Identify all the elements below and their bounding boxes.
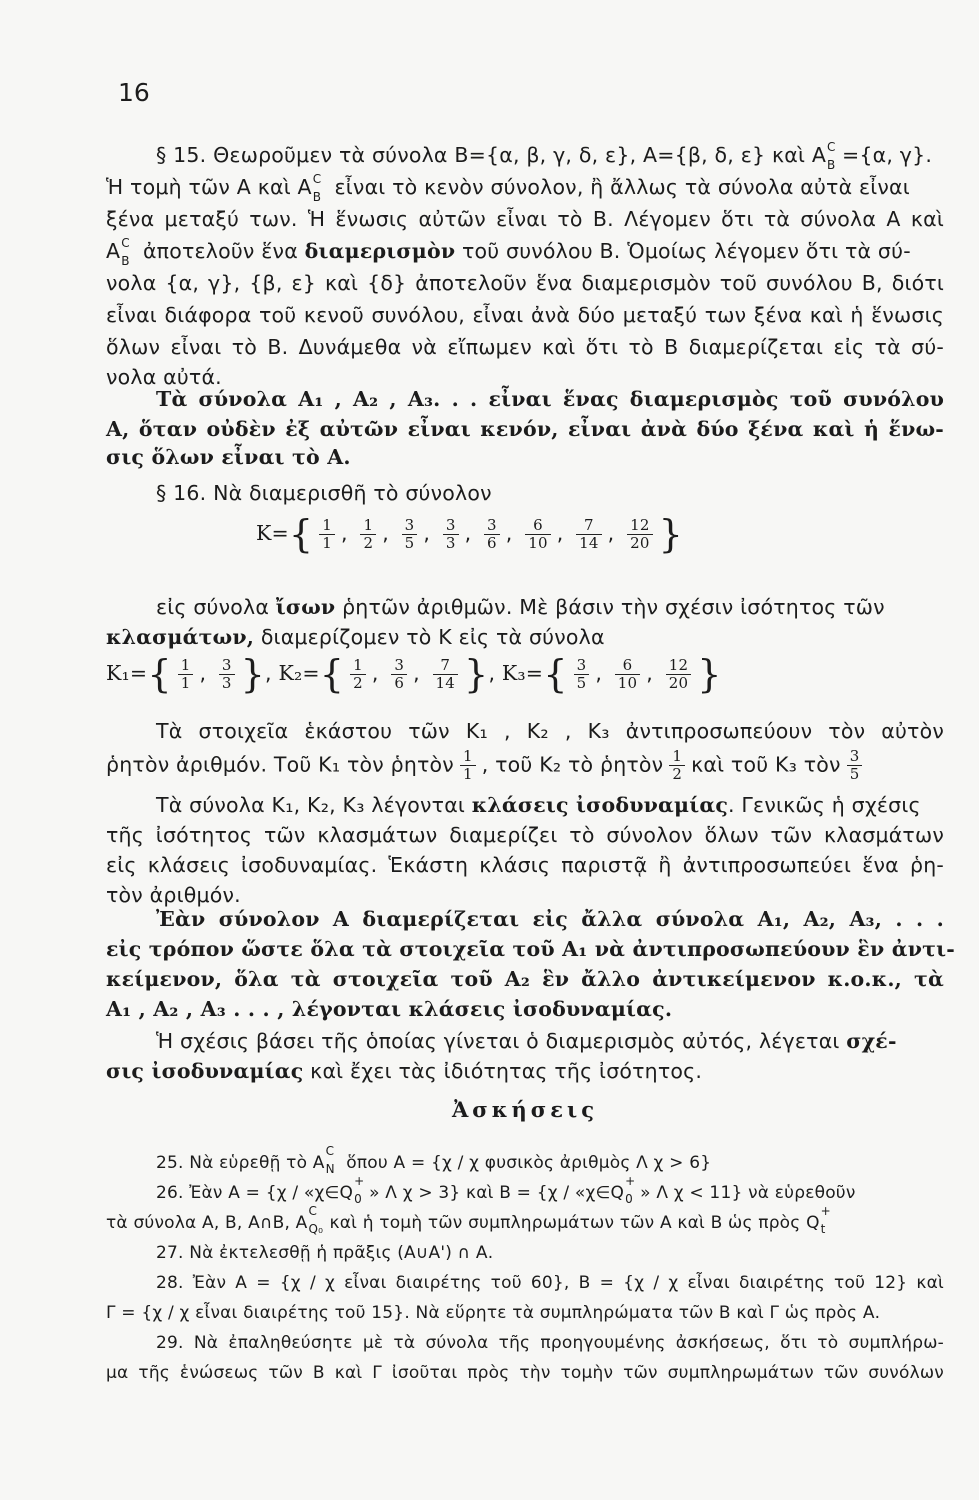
s16-line-6: τῆς ἰσότητος τῶν κλασμάτων διαμερίζει τὸ σύνολον ὅλων τῶν κλασμάτων xyxy=(106,823,944,847)
sets-k1-k2-k3: Κ₁={ $\frac{1}{1}$ , $\frac{3}{3}$ }, Κ₂={ $\frac{1}{2}$ , $\frac{3}{6}$ , $\frac{7}{14}$ }, Κ₃={ $\frac{3}{5}$ , $\frac{6}{10}$ , $\frac{12}{20}$ } xyxy=(106,652,722,696)
s16-line-1: εἰς σύνολα ἴσων ῥητῶν ἀριθμῶν. Μὲ βάσιν τὴν σχέσιν ἰσότητος τῶν xyxy=(156,595,885,619)
complement-symbol: C N xyxy=(325,1144,335,1176)
s16-line-5: Τὰ σύνολα Κ₁, Κ₂, Κ₃ λέγονται κλάσεις ἰσοδυναμίας. Γενικῶς ἡ σχέσις xyxy=(156,793,921,817)
fraction: $\frac{1}{1}$ xyxy=(319,517,335,552)
set-k: Κ={ $\frac{1}{1}$ , $\frac{1}{2}$ , $\frac{3}{5}$ , $\frac{3}{3}$ , $\frac{3}{6}$ , $\frac{6}{10}$ , $\frac{7}{14}$ , $\frac{12}{20}$ } xyxy=(256,512,683,556)
fraction: $\frac{6}{10}$ xyxy=(525,517,551,552)
s16-line-4: ῥητὸν ἀριθμόν. Τοῦ Κ₁ τὸν ῥητὸν $\frac{1}{1}$ , τοῦ Κ₂ τὸ ῥητὸν $\frac{1}{2}$ καὶ τοῦ Κ₃ τὸν $\frac{3}{5}$ xyxy=(106,748,944,788)
s15-line-8: νολα αὐτά. xyxy=(106,365,222,389)
complement-symbol: C B xyxy=(121,236,130,268)
fraction: $\frac{1}{1}$ xyxy=(460,748,476,783)
exercise-25: 25. Νὰ εὑρεθῇ τὸ Α C N ὅπου Α = {χ / χ φυσικὸς ἀριθμὸς Λ χ > 6} xyxy=(156,1144,712,1176)
fraction: $\frac{1}{2}$ xyxy=(360,517,376,552)
k-fractions: $\frac{1}{1}$ , $\frac{1}{2}$ , $\frac{3}{5}$ , $\frac{3}{3}$ , $\frac{3}{6}$ , $\frac{6}{10}$ , $\frac{7}{14}$ , $\frac{12}{20}$ xyxy=(313,521,658,545)
fraction-r3 xyxy=(841,747,869,783)
s15-line-4: Α C B ἀποτελοῦν ἕνα διαμερισμὸν τοῦ συνόλου Β. Ὁμοίως λέγομεν ὅτι τὰ σύ- xyxy=(106,236,911,268)
fraction: $\frac{3}{5}$ xyxy=(574,657,590,692)
s15-line-6: εἶναι διάφορα τοῦ κενοῦ συνόλου, εἶναι ἀνὰ δύο μεταξύ των ξένα καὶ ἡ ἕνωσις xyxy=(106,303,944,327)
s15-bold-line-1: Τὰ σύνολα Α₁ , Α₂ , Α₃. . . εἶναι ἕνας διαμερισμὸς τοῦ συνόλου xyxy=(156,387,944,411)
exercise-26-line-1: 26. Ἐὰν Α = {χ / «χ∈Q + 0 » Λ χ > 3} καὶ Β = {χ / «χ∈Q + 0 » Λ χ < 11} νὰ εὑρεθοῦν xyxy=(156,1174,856,1206)
fraction: $\frac{3}{3}$ xyxy=(219,657,235,692)
s16-line-2: κλασμάτων, διαμερίζομεν τὸ Κ εἰς τὰ σύνολα xyxy=(106,625,605,649)
k2-label: Κ₂= xyxy=(278,661,320,685)
s16-line-7: εἰς κλάσεις ἰσοδυναμίας. Ἑκάστη κλάσις παριστᾷ ἢ ἀντιπροσωπεύει ἕνα ῥη- xyxy=(106,853,944,877)
s16-line-8: τὸν ἀριθμόν. xyxy=(106,883,241,907)
fraction: $\frac{3}{6}$ xyxy=(484,517,500,552)
fraction: $\frac{3}{5}$ xyxy=(847,748,863,783)
s15-line-2: Ἡ τομὴ τῶν Α καὶ Α C B εἶναι τὸ κενὸν σύνολον, ἢ ἄλλως τὰ σύνολα αὐτὰ εἶναι xyxy=(106,172,910,204)
s15-line-1 xyxy=(156,140,942,170)
s16-bold-line-1: Ἐὰν σύνολον Α διαμερίζεται εἰς ἄλλα σύνολα Α₁, Α₂, Α₃, . . . xyxy=(156,907,944,931)
s16-bold-line-2: εἰς τρόπον ὥστε ὅλα τὰ στοιχεῖα τοῦ Α₁ νὰ ἀντιπροσωπεύουν ἓν ἀντι- xyxy=(106,937,955,961)
fraction: $\frac{1}{2}$ xyxy=(669,748,685,783)
complement-symbol: C B xyxy=(827,140,836,172)
s15-line-5: νολα {α, γ}, {β, ε} καὶ {δ} ἀποτελοῦν ἕνα διαμερισμὸν τοῦ συνόλου Β, διότι xyxy=(106,271,944,295)
s16-title: § 16. Νὰ διαμερισθῆ τὸ σύνολον xyxy=(156,481,492,505)
s15-text: § 15. Θεωροῦμεν τὰ σύνολα Β={α, β, γ, δ, ε}, Α={β, δ, ε} καὶ Α xyxy=(156,143,827,167)
fraction: $\frac{3}{3}$ xyxy=(443,517,459,552)
fraction: $\frac{7}{14}$ xyxy=(433,657,459,692)
exercise-29-line-1: 29. Νὰ ἐπαληθεύσητε μὲ τὰ σύνολα τῆς προηγουμένης ἀσκήσεως, ὅτι τὸ συμπλήρω- xyxy=(156,1333,944,1353)
fraction: $\frac{6}{10}$ xyxy=(615,657,641,692)
fraction: $\frac{12}{20}$ xyxy=(666,657,692,692)
s15-line-3: ξένα μεταξύ των. Ἡ ἕνωσις αὐτῶν εἶναι τὸ Β. Λέγομεν ὅτι τὰ σύνολα Α καὶ xyxy=(106,207,944,231)
k3-label: Κ₃= xyxy=(501,661,544,685)
k3-fractions: $\frac{3}{5}$ , $\frac{6}{10}$ , $\frac{12}{20}$ xyxy=(568,661,698,685)
exercise-28-line-1: 28. Ἐὰν Α = {χ / χ εἶναι διαιρέτης τοῦ 60}, Β = {χ / χ εἶναι διαιρέτης τοῦ 12} καὶ xyxy=(156,1273,944,1293)
exercise-26-line-2: τὰ σύνολα Α, Β, Α∩Β, Α C Q₀ καὶ ἡ τομὴ τῶν συμπληρωμάτων τῶν Α καὶ Β ὡς πρὸς Q + t xyxy=(106,1204,831,1236)
exercises-heading: Ἀσκήσεις xyxy=(452,1097,598,1122)
fraction: $\frac{1}{2}$ xyxy=(350,657,366,692)
fraction-r2 xyxy=(663,747,691,783)
k1-fractions: $\frac{1}{1}$ , $\frac{3}{3}$ xyxy=(172,661,241,685)
complement-symbol: C B xyxy=(312,172,322,204)
s16-line-3: Τὰ στοιχεῖα ἑκάστου τῶν Κ₁ , Κ₂ , Κ₃ ἀντιπροσωπεύουν τὸν αὐτὸν xyxy=(156,719,944,743)
s15-line-7: ὅλων εἶναι τὸ Β. Δυνάμεθα νὰ εἴπωμεν καὶ ὅτι τὸ Β διαμερίζεται εἰς τὰ σύ- xyxy=(106,335,944,359)
fraction: $\frac{12}{20}$ xyxy=(627,517,653,552)
fraction: $\frac{3}{5}$ xyxy=(402,517,418,552)
s16-line-9: Ἡ σχέσις βάσει τῆς ὁποίας γίνεται ὁ διαμερισμὸς αὐτός, λέγεται σχέ- xyxy=(156,1029,897,1053)
s15-text: ={α, γ}. xyxy=(842,143,933,167)
k1-label: Κ₁= xyxy=(106,661,148,685)
s16-bold-line-4: Α₁ , Α₂ , Α₃ . . . , λέγονται κλάσεις ἰσοδυναμίας. xyxy=(106,997,673,1021)
k2-fractions: $\frac{1}{2}$ , $\frac{3}{6}$ , $\frac{7}{14}$ xyxy=(344,661,464,685)
fraction: $\frac{7}{14}$ xyxy=(576,517,602,552)
exercise-28-line-2: Γ = {χ / χ εἶναι διαιρέτης τοῦ 15}. Νὰ εὕρητε τὰ συμπληρώματα τῶν Β καὶ Γ ὡς πρὸς Α. xyxy=(106,1303,881,1323)
fraction: $\frac{1}{1}$ xyxy=(178,657,194,692)
s15-bold-line-2: Α, ὅταν οὐδὲν ἐξ αὐτῶν εἶναι κενόν, εἶναι ἀνὰ δύο ξένα καὶ ἡ ἕνω- xyxy=(106,417,944,441)
fraction-r1 xyxy=(454,747,482,783)
fraction: $\frac{3}{6}$ xyxy=(391,657,407,692)
exercise-27: 27. Νὰ ἐκτελεσθῇ ἡ πρᾶξις (Α∪Α') ∩ Α. xyxy=(156,1243,494,1263)
s15-bold-line-3: σις ὅλων εἶναι τὸ Α. xyxy=(106,445,351,469)
exercise-29-line-2: μα τῆς ἑνώσεως τῶν Β καὶ Γ ἰσοῦται πρὸς τὴν τομὴν τῶν συμπληρωμάτων τῶν συνόλων xyxy=(106,1363,944,1383)
page-number: 16 xyxy=(118,78,150,107)
s16-bold-line-3: κείμενον, ὅλα τὰ στοιχεῖα τοῦ Α₂ ἓν ἄλλο ἀντικείμενον κ.ο.κ., τὰ xyxy=(106,967,944,991)
s16-line-10: σις ἰσοδυναμίας καὶ ἔχει τὰς ἰδιότητας τῆς ἰσότητος. xyxy=(106,1059,703,1083)
